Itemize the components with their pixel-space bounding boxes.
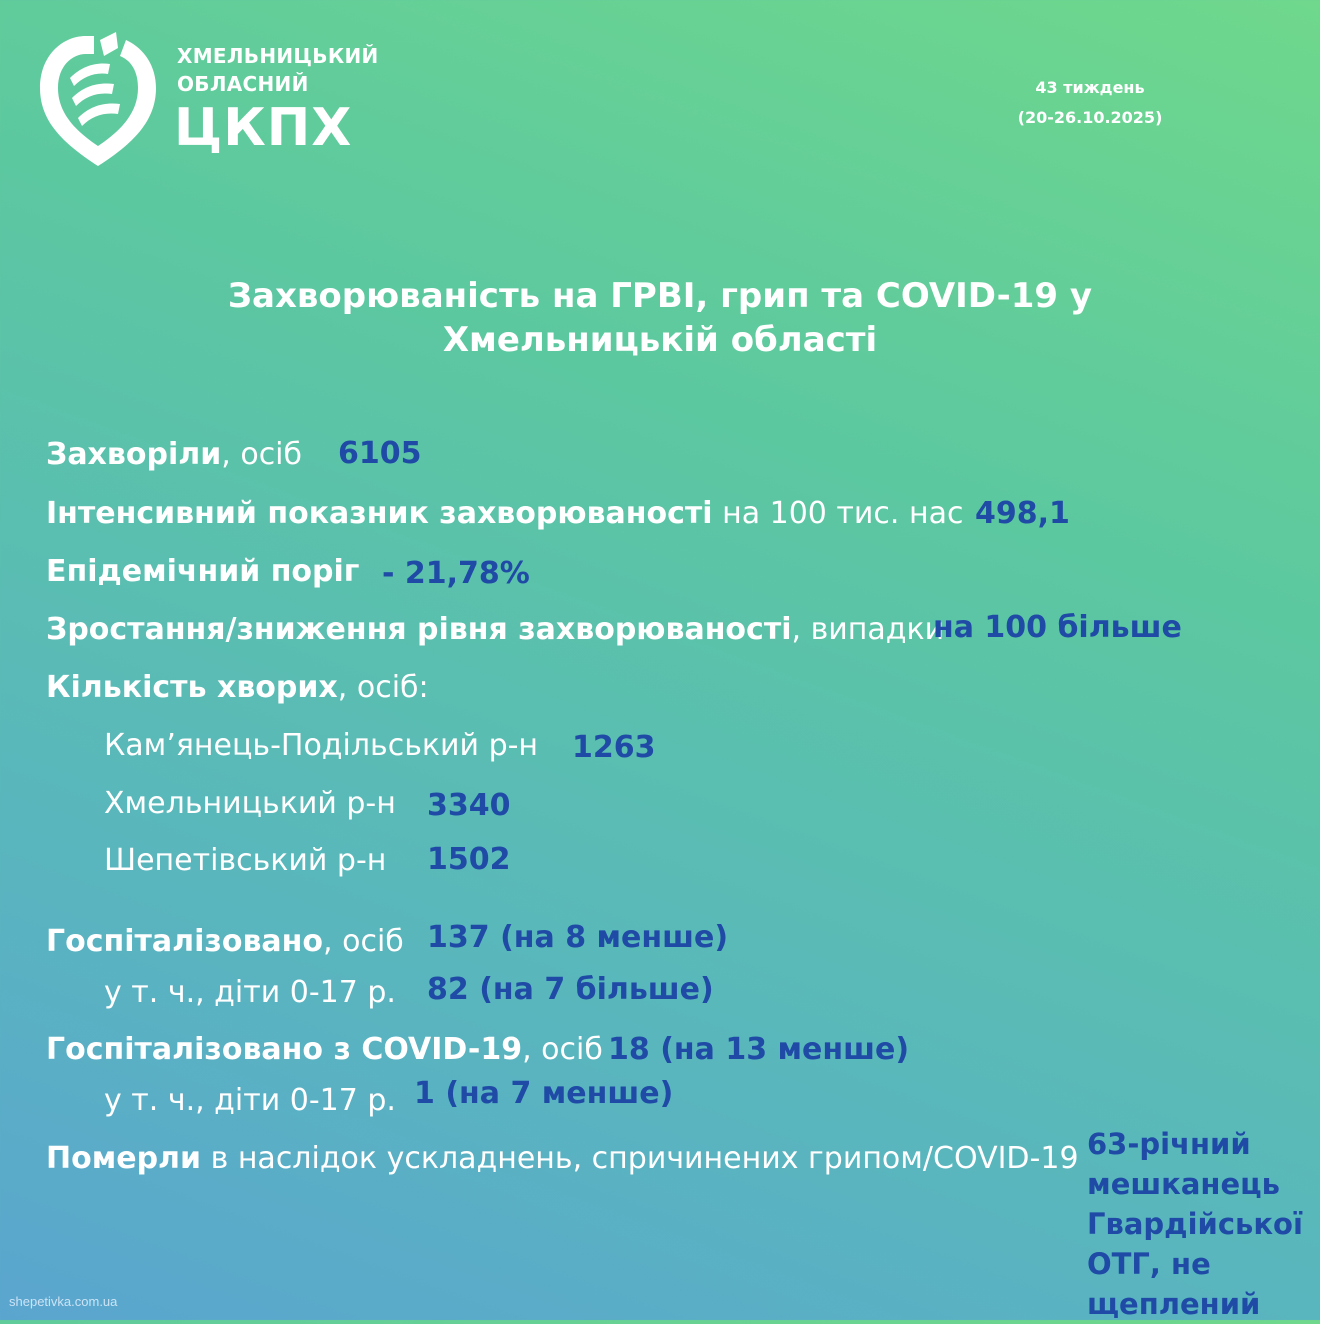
trend-value: на 100 більше <box>933 610 1182 645</box>
trend-label: Зростання/зниження рівня захворюваності, випадки <box>46 612 945 647</box>
sick-label: Захворіли, осіб <box>46 437 303 472</box>
shield-heart-logo-icon <box>34 26 162 172</box>
intensity-value: 498,1 <box>975 496 1070 531</box>
district-name: Кам’янець-Подільський р-н <box>104 728 539 763</box>
district-name: Хмельницький р-н <box>104 786 396 821</box>
title-line2: Хмельницькій області <box>442 320 878 360</box>
logo-text-line1: ХМЕЛЬНИЦЬКИЙ <box>177 44 379 68</box>
hospitalized-children-value: 82 (на 7 більше) <box>427 972 714 1007</box>
hospitalized-covid-children-value: 1 (на 7 менше) <box>414 1076 674 1111</box>
district-value: 1502 <box>427 842 511 877</box>
page-title <box>0 274 1320 362</box>
intensity-label: Інтенсивний показник захворюваності на 100 тис. нас <box>46 496 964 531</box>
district-value: 3340 <box>427 788 511 823</box>
hospitalized-value: 137 (на 8 менше) <box>427 920 729 955</box>
hospitalized-covid-value: 18 (на 13 менше) <box>608 1032 910 1067</box>
deaths-value: 63-річний мешканець Гвардійської ОТГ, не щеплений <box>1087 1127 1303 1321</box>
district-name: Шепетівський р-н <box>104 843 387 878</box>
hospitalized-children-label: у т. ч., діти 0-17 р. <box>104 975 396 1010</box>
watermark: shepetivka.com.ua <box>9 1294 118 1309</box>
hospitalized-label: Госпіталізовано, осіб <box>46 924 404 959</box>
threshold-value: - 21,78% <box>382 556 530 591</box>
deaths-label: Померли в наслідок ускладнень, спричинених грипом/COVID-19 <box>46 1141 1079 1176</box>
threshold-label: Епідемічний поріг <box>46 554 360 589</box>
title-line1: Захворюваність на ГРВІ, грип та COVID-19 у <box>227 276 1093 316</box>
hospitalized-covid-label: Госпіталізовано з COVID-19, осіб <box>46 1032 603 1067</box>
sick-value: 6105 <box>338 436 422 471</box>
week-number: 43 тиждень <box>1035 78 1145 97</box>
week-dates: (20-26.10.2025) <box>1017 108 1163 127</box>
hospitalized-covid-children-label: у т. ч., діти 0-17 р. <box>104 1083 396 1118</box>
patients-label: Кількість хворих, осіб: <box>46 670 429 705</box>
logo-text-line2: ОБЛАСНИЙ <box>177 72 309 96</box>
district-value: 1263 <box>572 730 656 765</box>
logo-text-main: ЦКПХ <box>174 98 353 158</box>
